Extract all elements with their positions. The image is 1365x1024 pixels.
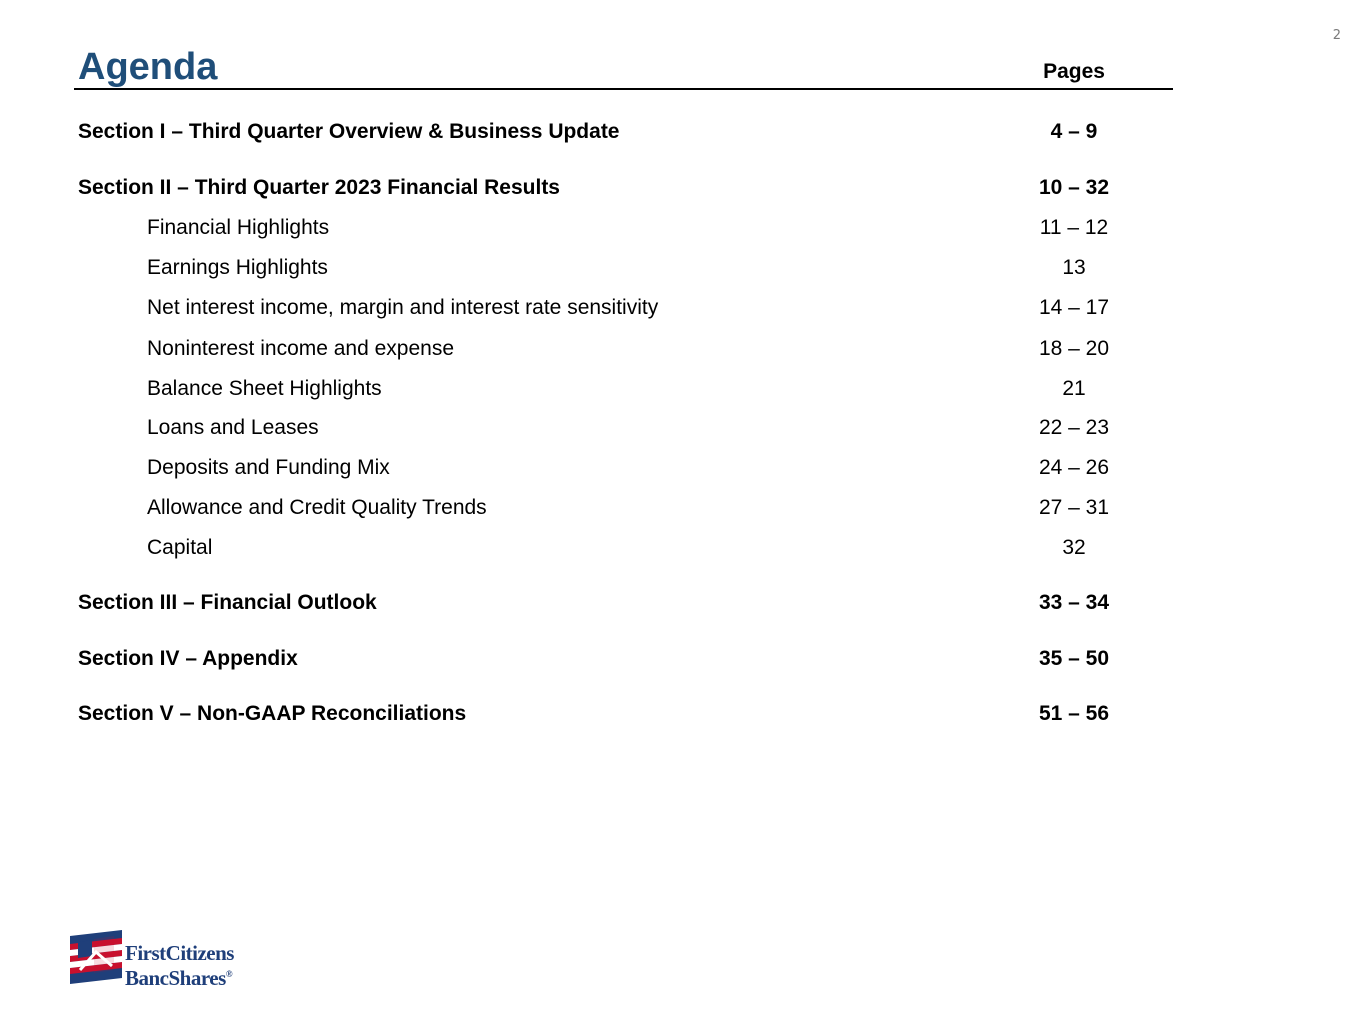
agenda-subitem-row [0,256,1365,286]
page-title: Agenda [78,46,218,88]
agenda-item-label: Noninterest income and expense [147,337,455,360]
agenda-item-pages: 18 – 20 [1038,337,1110,360]
agenda-item-label: Section IV – Appendix [78,647,298,670]
agenda-subitem-row [0,456,1365,486]
agenda-subitem-row [0,496,1365,526]
agenda-subitem-row [0,296,1365,326]
agenda-subitem-row [0,377,1365,407]
agenda-item-pages: 22 – 23 [1038,416,1110,439]
slide-number: 2 [1332,28,1341,43]
agenda-item-pages: 21 [1062,377,1086,400]
logo-wordmark [125,943,234,989]
agenda-section-row [0,591,1365,621]
agenda-item-label: Section I – Third Quarter Overview & Business Update [78,120,620,143]
agenda-item-label: Allowance and Credit Quality Trends [147,496,487,519]
agenda-item-label: Net interest income, margin and interest rate sensitivity [147,296,659,319]
agenda-section-row [0,120,1365,150]
agenda-item-label: Section V – Non-GAAP Reconciliations [78,702,467,725]
agenda-subitem-row [0,216,1365,246]
agenda-section-row [0,702,1365,732]
agenda-item-pages: 32 [1062,536,1086,559]
logo-line-2: BancShares® [125,966,233,990]
agenda-item-pages: 11 – 12 [1039,216,1109,239]
agenda-item-pages: 14 – 17 [1038,296,1110,319]
agenda-item-label: Deposits and Funding Mix [147,456,390,479]
agenda-item-pages: 51 – 56 [1038,702,1110,725]
agenda-item-pages: 13 [1062,256,1086,279]
agenda-subitem-row [0,416,1365,446]
agenda-item-label: Section II – Third Quarter 2023 Financial Results [78,176,560,199]
agenda-item-label: Earnings Highlights [147,256,328,279]
pages-column-header: Pages [1043,60,1105,83]
agenda-subitem-row [0,536,1365,566]
header-rule [74,88,1173,90]
agenda-item-pages: 27 – 31 [1038,496,1110,519]
agenda-item-pages: 33 – 34 [1038,591,1110,614]
registered-mark: ® [225,969,233,979]
agenda-item-pages: 10 – 32 [1038,176,1110,199]
flag-icon [70,930,122,984]
agenda-section-row [0,647,1365,677]
agenda-item-label: Capital [147,536,213,559]
agenda-section-row [0,176,1365,206]
agenda-item-label: Section III – Financial Outlook [78,591,377,614]
agenda-item-pages: 4 – 9 [1050,120,1098,143]
agenda-item-label: Balance Sheet Highlights [147,377,382,400]
agenda-subitem-row [0,337,1365,367]
logo-line-1: FirstCitizens [125,941,234,965]
agenda-item-pages: 24 – 26 [1038,456,1110,479]
agenda-item-label: Financial Highlights [147,216,330,239]
company-logo [70,930,270,990]
agenda-item-pages: 35 – 50 [1038,647,1110,670]
agenda-item-label: Loans and Leases [147,416,319,439]
